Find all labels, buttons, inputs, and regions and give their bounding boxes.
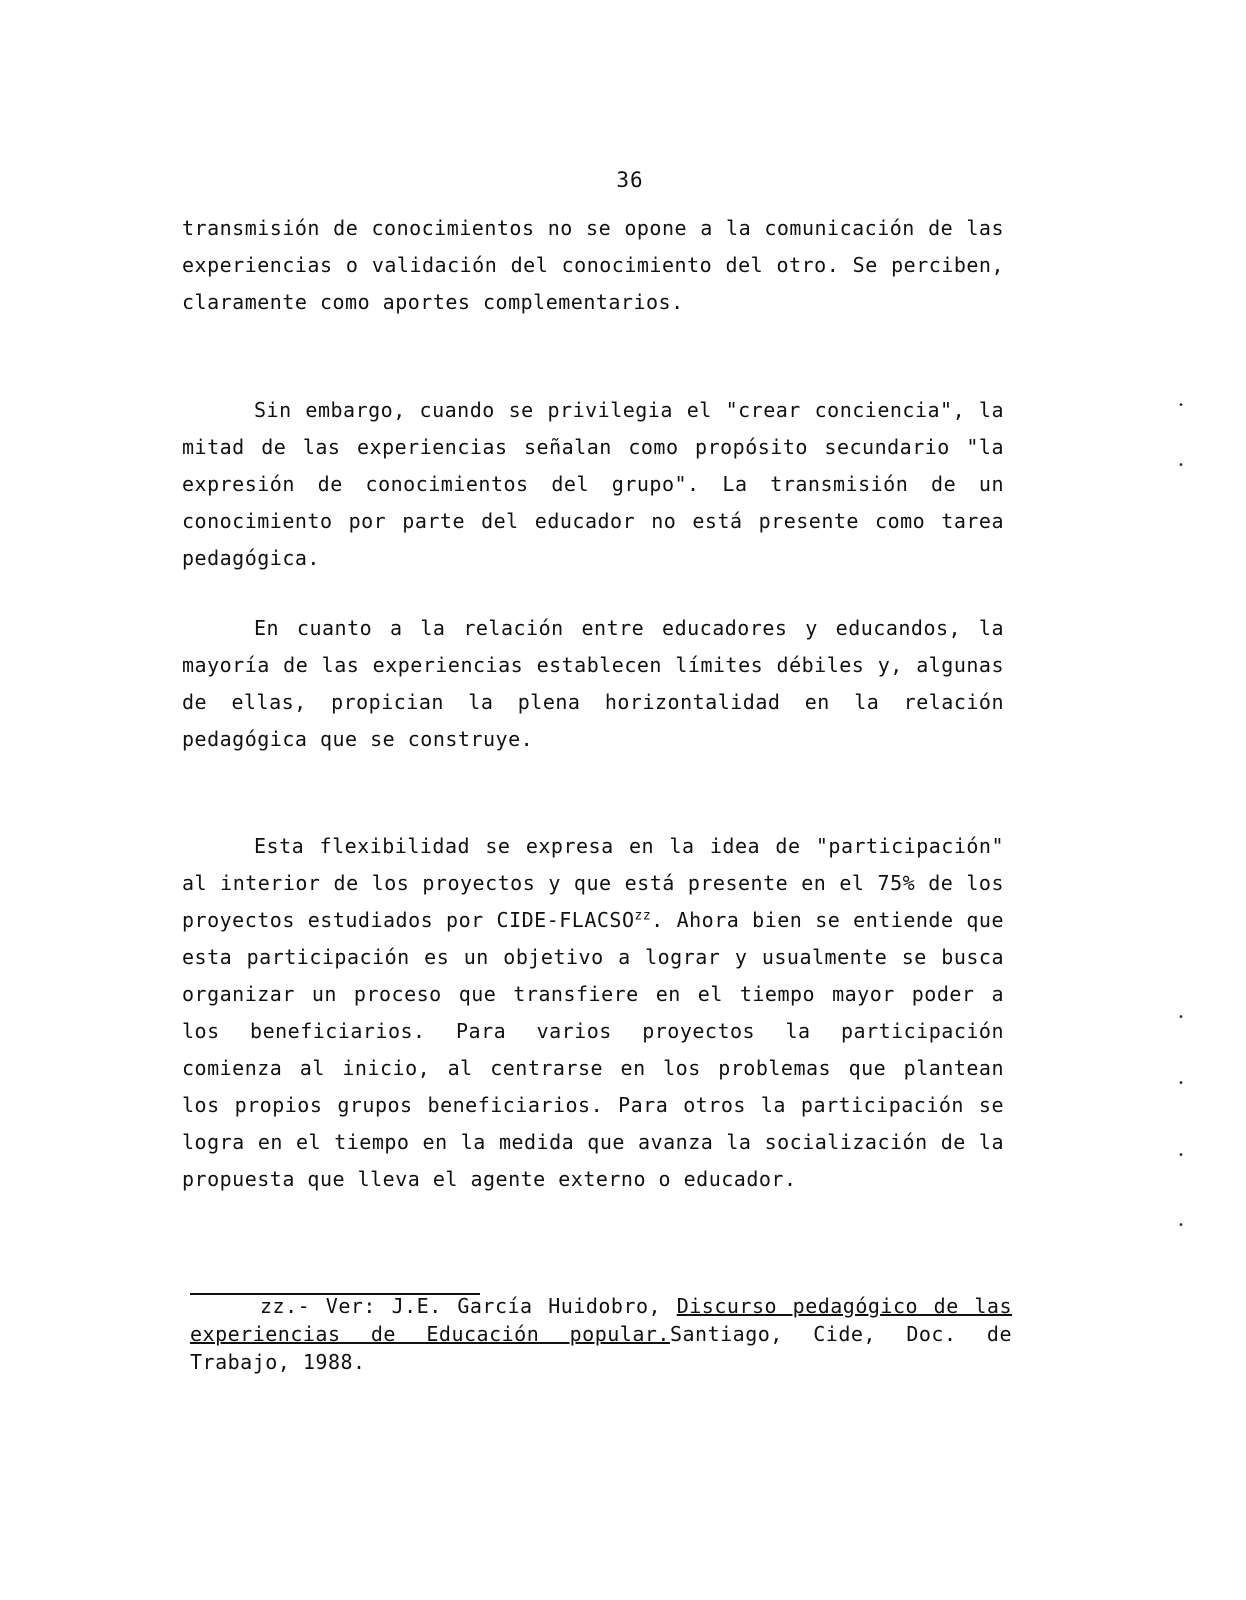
paragraph-4-text-before: Esta flexibilidad se expresa en la idea de "participación" al interior de los proyectos y que está presente en el 75% de los proyectos estudiados por CIDE-FLACSO xyxy=(182,834,1004,932)
footnote-rest: Santiago, Cide, Doc. de Trabajo, 1988. xyxy=(190,1322,1012,1374)
scan-speck: • xyxy=(1178,1012,1185,1023)
scan-speck: • xyxy=(1178,1220,1185,1231)
paragraph-2: Sin embargo, cuando se privilegia el "crear conciencia", la mitad de las experiencias señalan como propósito secundario "la expresión de conocimientos del grupo". La transmisión de un conocimiento por parte del educador no está presente como tarea pedagógica. xyxy=(182,398,1004,570)
footnote-lead: .- Ver: J.E. García Huidobro, xyxy=(285,1294,677,1318)
footnote-title: Discurso pedagógico de las experiencias de Educación popular. xyxy=(190,1294,1012,1346)
scan-speck: • xyxy=(1178,400,1185,411)
footnote-reference: zz xyxy=(634,908,652,924)
scan-speck: • xyxy=(1178,1078,1185,1089)
paragraph-1: transmisión de conocimientos no se opone a la comunicación de las experiencias o validación del conocimiento del otro. Se perciben, claramente como aportes complementarios. xyxy=(182,216,1004,314)
scan-speck: • xyxy=(1178,460,1185,471)
page-number: 36 xyxy=(616,168,644,192)
footnote-marker: zz xyxy=(260,1294,286,1318)
paragraph-4 xyxy=(182,828,1004,1198)
paragraph-4-text-after: . Ahora bien se entiende que esta participación es un objetivo a lograr y usualmente se busca organizar un proceso que transfiere en el tiempo mayor poder a los beneficiarios. Para varios proyectos la participación comienza al inicio, al centrarse en los problemas que plantean los propios grupos beneficiarios. Para otros la participación se logra en el tiempo en la medida que avanza la socialización de la propuesta que lleva el agente externo o educador. xyxy=(182,908,1004,1191)
scan-speck: • xyxy=(1178,1150,1185,1161)
paragraph-3: En cuanto a la relación entre educadores y educandos, la mayoría de las experiencias establecen límites débiles y, algunas de ellas, propician la plena horizontalidad en la relación pedagógica que se construye. xyxy=(182,616,1004,751)
footnote xyxy=(190,1292,1012,1376)
